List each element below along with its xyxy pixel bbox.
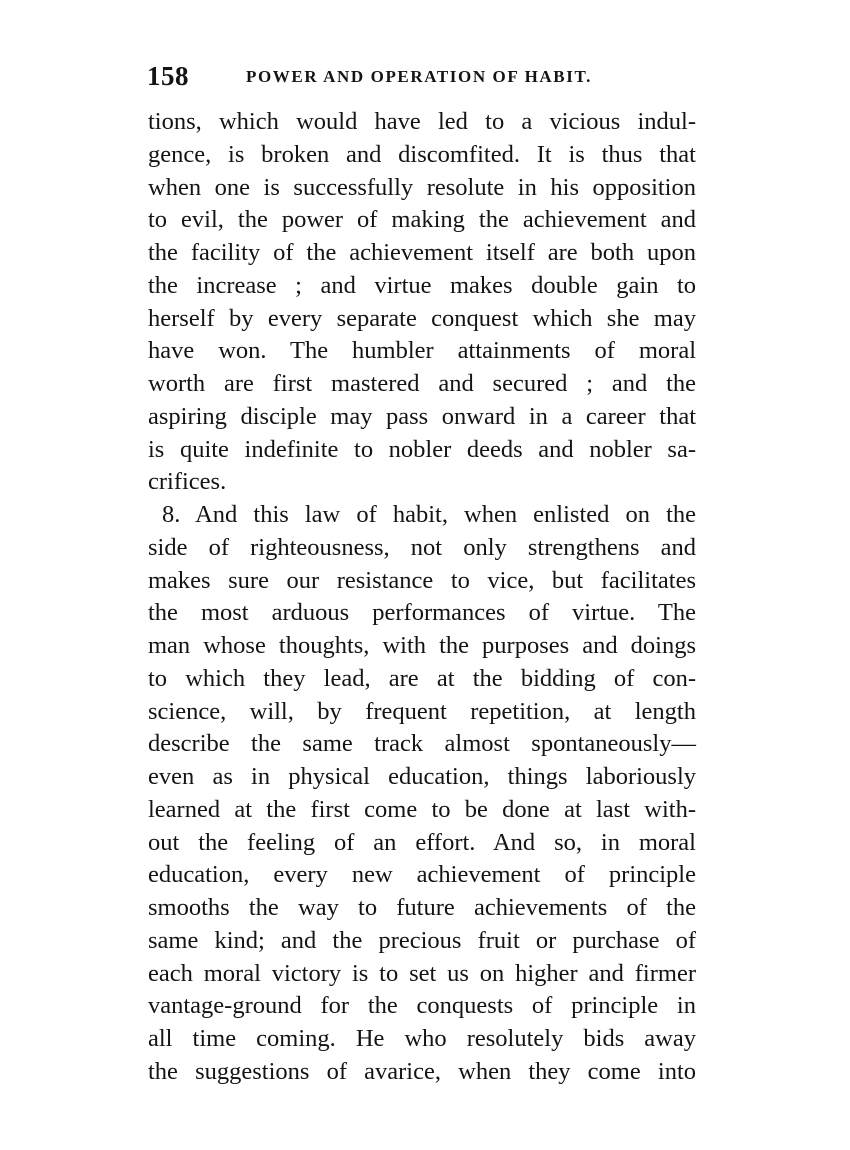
text-line: same kind; and the precious fruit or purchase of [148, 926, 696, 954]
text-line: aspiring disciple may pass onward in a career that [148, 402, 696, 430]
paragraph-start-line: 8. And this law of habit, when enlisted on the [162, 501, 696, 528]
text-line: vantage-ground for the conquests of principle in [148, 992, 696, 1020]
page-number: 158 [147, 61, 189, 91]
text-line: education, every new achievement of principle [148, 861, 696, 889]
text-line: describe the same track almost spontaneously— [148, 730, 696, 758]
paragraph-end-line: crifices. [148, 468, 227, 496]
text-line: when one is successfully resolute in his opposition [148, 173, 696, 201]
running-head [147, 60, 697, 92]
text-line: learned at the first come to be done at last with- [148, 795, 696, 823]
text-line: to which they lead, are at the bidding of con- [148, 664, 696, 692]
text-line: makes sure our resistance to vice, but facilitates [148, 566, 696, 594]
text-line: smooths the way to future achievements of the [148, 894, 696, 921]
text-line: out the feeling of an effort. And so, in moral [148, 828, 696, 856]
text-line: each moral victory is to set us on higher and firmer [148, 959, 696, 987]
text-line: the most arduous performances of virtue. The [148, 599, 696, 627]
text-line: man whose thoughts, with the purposes and doings [148, 632, 696, 659]
text-line: tions, which would have led to a vicious indul- [148, 108, 696, 135]
text-line: is quite indefinite to nobler deeds and nobler sa- [148, 435, 696, 463]
text-line: the facility of the achievement itself are both upon [148, 239, 696, 266]
text-line: worth are first mastered and secured ; and the [148, 370, 696, 397]
text-line: even as in physical education, things laboriously [148, 763, 696, 790]
text-line: science, will, by frequent repetition, at length [148, 697, 696, 725]
text-line: to evil, the power of making the achievement and [148, 206, 696, 234]
text-line: herself by every separate conquest which she may [148, 304, 696, 332]
text-line: the suggestions of avarice, when they come into [148, 1057, 696, 1085]
text-line: gence, is broken and discomfited. It is thus that [148, 140, 696, 168]
text-line: all time coming. He who resolutely bids away [148, 1025, 696, 1052]
running-title: POWER AND OPERATION OF HABIT. [246, 67, 592, 86]
text-line: have won. The humbler attainments of moral [148, 337, 696, 365]
body-text [148, 106, 696, 1089]
text-line: side of righteousness, not only strengthens and [148, 533, 696, 561]
text-line: the increase ; and virtue makes double gain to [148, 271, 696, 299]
